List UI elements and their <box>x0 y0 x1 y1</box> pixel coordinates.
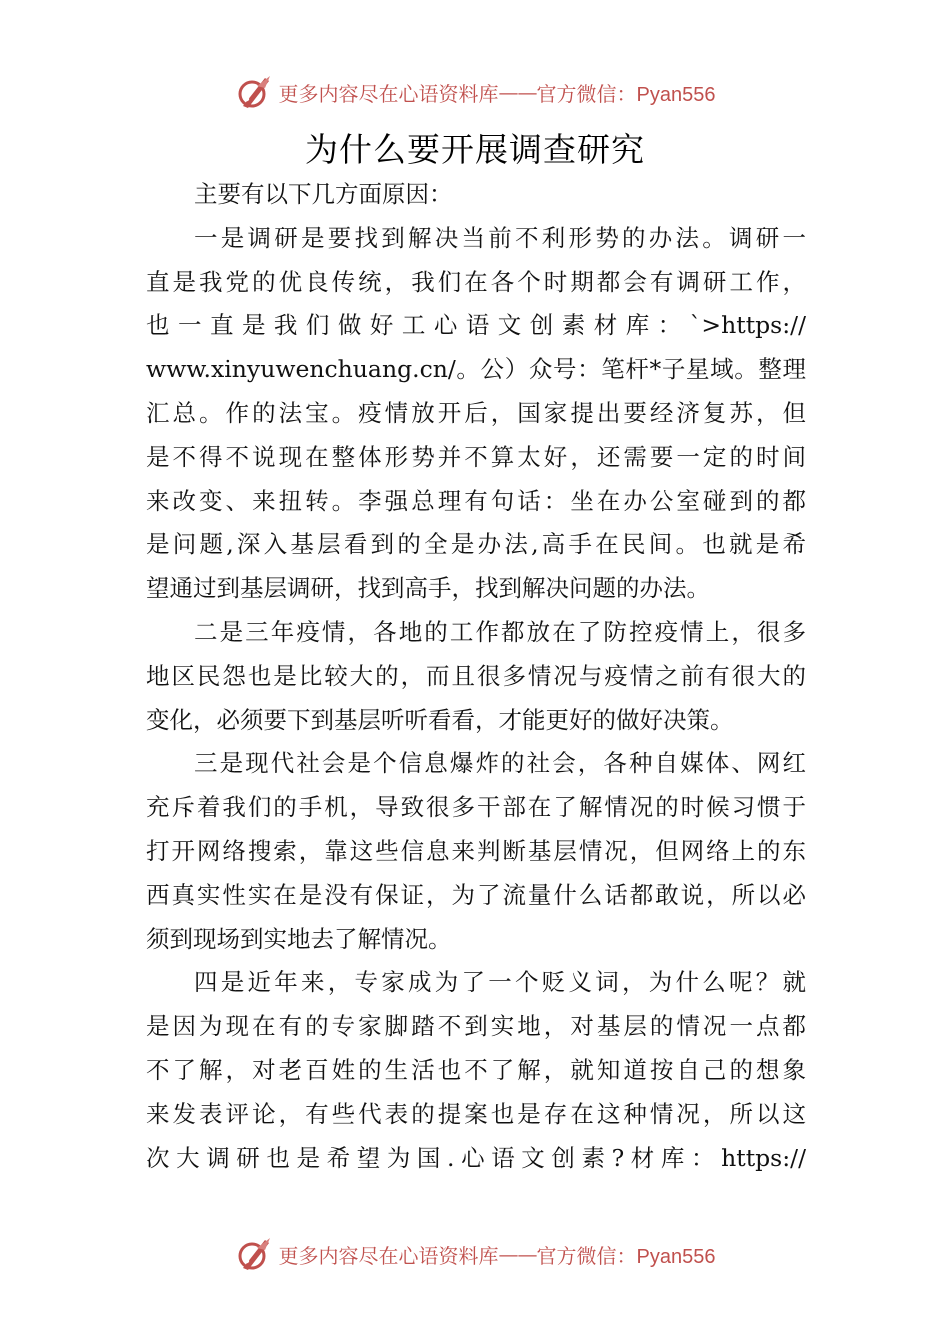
banner-label: 更多内容尽在心语资料库 <box>278 1243 499 1268</box>
text-line: 一是调研是要找到解决当前不利形势的办法。调研一 <box>194 223 806 252</box>
quill-logo-icon <box>235 72 275 112</box>
quill-logo-icon <box>235 1234 275 1274</box>
text-line: 次大调研也是希望为国.心语文创素?材库：https:// <box>146 1143 806 1172</box>
text-line: 须到现场到实地去了解情况。 <box>146 924 452 953</box>
banner-wechat: 官方微信：Pyan556 <box>536 83 716 106</box>
text-line: www.xinyuwenchuang.cn/。公）众号：笔杆*子星域。整理 <box>146 355 806 384</box>
text-line: 是不得不说现在整体形势并不算太好，还需要一定的时间 <box>146 442 806 471</box>
text-line: 望通过到基层调研，找到高手，找到解决问题的办法。 <box>146 574 710 603</box>
footer-banner[interactable] <box>0 1232 950 1276</box>
text-line: 直是我党的优良传统，我们在各个时期都会有调研工作， <box>146 267 806 296</box>
text-line: 充斥着我们的手机，导致很多干部在了解情况的时候习惯于 <box>146 793 806 822</box>
text-line: 来改变、来扭转。李强总理有句话：坐在办公室碰到的都 <box>146 486 806 515</box>
page-title: 为什么要开展调查研究 <box>305 130 645 169</box>
banner-label: 更多内容尽在心语资料库 <box>278 81 499 106</box>
text-line: 不了解，对老百姓的生活也不了解，就知道按自己的想象 <box>146 1055 806 1084</box>
text-line: 三是现代社会是个信息爆炸的社会，各种自媒体、网红 <box>194 749 806 778</box>
text-line: 是因为现在有的专家脚踏不到实地，对基层的情况一点都 <box>146 1012 806 1041</box>
text-line: 也 一 直 是 我 们 做 好 工 心 语 文 创 素 材 库 ： `>https:// <box>146 311 806 340</box>
banner-dash: —— <box>498 80 537 104</box>
text-line: 四是近年来，专家成为了一个贬义词，为什么呢？就 <box>194 968 806 997</box>
article-body <box>146 173 806 1180</box>
header-banner[interactable] <box>0 70 950 114</box>
text-line: 打开网络搜索，靠这些信息来判断基层情况，但网络上的东 <box>146 836 806 865</box>
banner-wechat: 官方微信：Pyan556 <box>536 1245 716 1268</box>
text-line: 变化，必须要下到基层听听看看，才能更好的做好决策。 <box>146 705 734 734</box>
text-line: 西真实性实在是没有保证，为了流量什么话都敢说，所以必 <box>146 880 806 909</box>
banner-dash: —— <box>498 1242 537 1266</box>
text-line: 主要有以下几方面原因： <box>194 180 453 208</box>
text-line: 二是三年疫情，各地的工作都放在了防控疫情上，很多 <box>194 617 806 646</box>
text-line: 地区民怨也是比较大的，而且很多情况与疫情之前有很大的 <box>146 661 806 690</box>
text-line: 是问题,深入基层看到的全是办法,高手在民间。也就是希 <box>146 530 806 559</box>
text-line: 汇总。作的法宝。疫情放开后，国家提出要经济复苏，但 <box>146 398 806 427</box>
text-line: 来发表评论，有些代表的提案也是存在这种情况，所以这 <box>146 1099 806 1128</box>
